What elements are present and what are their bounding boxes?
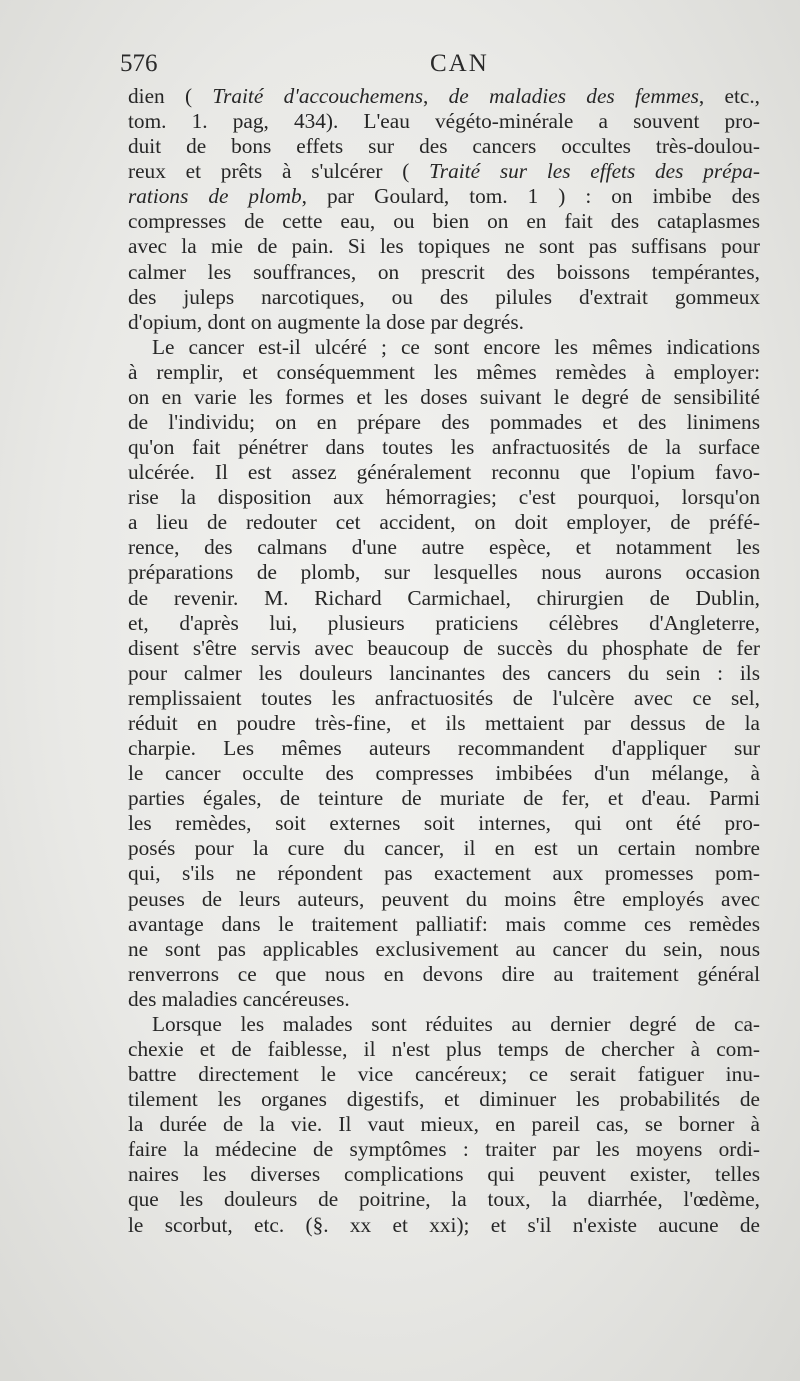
text-segment: ulcérée. Il est assez généralement reconnu que l'opium favo- — [128, 460, 760, 485]
text-line — [128, 1112, 760, 1137]
text-line — [128, 1213, 760, 1238]
text-segment: ne sont pas applicables exclusivement au cancer du sein, nous — [128, 936, 760, 961]
text-line — [128, 686, 760, 711]
text-line — [128, 811, 760, 836]
text-line — [128, 510, 760, 535]
text-line — [128, 485, 760, 510]
text-segment: que les douleurs de poitrine, la toux, la diarrhée, l'œdème, — [128, 1187, 760, 1212]
text-line — [128, 786, 760, 811]
text-segment: faire la médecine de symptômes : traiter par les moyens ordi- — [128, 1137, 760, 1162]
text-line — [128, 159, 760, 184]
text-line — [128, 335, 760, 360]
text-segment: rence, des calmans d'une autre espèce, et notamment les — [128, 535, 760, 560]
text-segment: posés pour la cure du cancer, il en est un certain nombre — [128, 836, 760, 861]
text-line — [128, 586, 760, 611]
text-line — [128, 937, 760, 962]
text-line — [128, 636, 760, 661]
text-line — [128, 761, 760, 786]
text-line — [128, 962, 760, 987]
text-line — [128, 184, 760, 209]
text-line — [128, 285, 760, 310]
text-segment: rise la disposition aux hémorragies; c'est pourquoi, lorsqu'on — [128, 485, 760, 510]
text-segment: , par Goulard, tom. 1 ) : on imbibe des — [301, 184, 760, 209]
text-line — [128, 385, 760, 410]
text-line — [128, 611, 760, 636]
text-segment: la durée de la vie. Il vaut mieux, en pareil cas, se borner à — [128, 1112, 760, 1137]
text-line — [128, 887, 760, 912]
text-segment: remplissaient toutes les anfractuosités de l'ulcère avec ce sel, — [128, 685, 760, 710]
page-number: 576 — [120, 50, 158, 77]
text-line — [128, 435, 760, 460]
italic-text-segment: Traité sur les effets des prépa- — [429, 159, 760, 184]
text-segment: reux et prêts à s'ulcérer ( — [128, 159, 430, 184]
text-segment: tom. 1. pag, 434). L'eau végéto-minérale a souvent pro- — [128, 109, 760, 134]
text-line — [128, 1162, 760, 1187]
text-segment: tilement les organes digestifs, et diminuer les probabilités de — [128, 1087, 760, 1112]
text-line — [128, 861, 760, 886]
text-segment: on en varie les formes et les doses suivant le degré de sensibilité — [128, 384, 760, 409]
text-line — [128, 209, 760, 234]
italic-text-segment: de maladies des femmes — [448, 84, 699, 108]
text-line — [128, 1012, 760, 1037]
text-line — [128, 310, 760, 335]
body-text — [128, 84, 760, 1238]
text-segment: charpie. Les mêmes auteurs recommandent d'appliquer sur — [128, 736, 760, 761]
italic-text-segment: rations de plomb — [128, 184, 302, 209]
text-segment: peuses de leurs auteurs, peuvent du moins être employés avec — [128, 886, 760, 911]
text-line — [128, 1037, 760, 1062]
text-segment: compresses de cette eau, ou bien on en fait des cataplasmes — [128, 209, 760, 234]
running-head: CAN — [430, 50, 489, 77]
text-line — [128, 1137, 760, 1162]
text-segment: disent s'être servis avec beaucoup de succès du phosphate de fer — [128, 635, 760, 660]
text-line — [128, 234, 760, 259]
text-line — [128, 1062, 760, 1087]
text-segment: Le cancer est-il ulcéré ; ce sont encore les mêmes indications — [152, 334, 760, 359]
text-segment: avantage dans le traitement palliatif: mais comme ces remèdes — [128, 911, 760, 936]
text-segment: des juleps narcotiques, ou des pilules d'extrait gommeux — [128, 284, 760, 309]
text-line — [128, 736, 760, 761]
text-segment: et, d'après lui, plusieurs praticiens célèbres d'Angleterre, — [128, 610, 760, 635]
text-segment: pour calmer les douleurs lancinantes des cancers du sein : ils — [128, 660, 760, 685]
text-line — [128, 661, 760, 686]
text-segment: renverrons ce que nous en devons dire au traitement général — [128, 961, 760, 986]
text-segment: parties égales, de teinture de muriate de fer, et d'eau. Parmi — [128, 786, 760, 811]
text-segment: les remèdes, soit externes soit internes, qui ont été pro- — [128, 811, 760, 836]
text-segment: calmer les souffrances, on prescrit des boissons tempérantes, — [128, 259, 760, 284]
text-line — [128, 560, 760, 585]
text-segment: , — [423, 84, 449, 108]
text-line — [128, 460, 760, 485]
text-segment: battre directement le vice cancéreux; ce serait fatiguer inu- — [128, 1062, 760, 1087]
text-segment: a lieu de redouter cet accident, on doit employer, de préfé- — [128, 510, 760, 535]
text-segment: chexie et de faiblesse, il n'est plus temps de chercher à com- — [128, 1036, 760, 1061]
text-segment: dien ( — [128, 84, 213, 108]
text-segment: duit de bons effets sur des cancers occultes très-doulou- — [128, 134, 760, 159]
text-line — [128, 535, 760, 560]
text-segment: le scorbut, etc. (§. xx et xxi); et s'il n'existe aucune de — [128, 1212, 760, 1237]
text-line — [128, 912, 760, 937]
text-line — [128, 109, 760, 134]
text-line — [128, 360, 760, 385]
text-segment: le cancer occulte des compresses imbibées d'un mélange, à — [128, 761, 760, 786]
text-line — [128, 134, 760, 159]
text-line — [128, 711, 760, 736]
text-segment: , etc., — [698, 84, 761, 108]
italic-text-segment: Traité d'accouchemens — [212, 84, 423, 108]
text-line — [128, 987, 760, 1012]
text-segment: Lorsque les malades sont réduites au dernier degré de ca- — [152, 1011, 760, 1036]
text-segment: réduit en poudre très-fine, et ils mettaient par dessus de la — [128, 710, 760, 735]
text-segment: de l'individu; on en prépare des pommades et des linimens — [128, 410, 760, 435]
text-line — [128, 410, 760, 435]
text-segment: naires les diverses complications qui peuvent exister, telles — [128, 1162, 760, 1187]
text-segment: qu'on fait pénétrer dans toutes les anfractuosités de la surface — [128, 435, 760, 460]
text-segment: avec la mie de pain. Si les topiques ne sont pas suffisans pour — [128, 234, 760, 259]
text-segment: des maladies cancéreuses. — [128, 986, 350, 1011]
text-line — [128, 260, 760, 285]
text-line — [128, 1187, 760, 1212]
text-segment: de revenir. M. Richard Carmichael, chirurgien de Dublin, — [128, 585, 760, 610]
text-line — [128, 836, 760, 861]
text-segment: qui, s'ils ne répondent pas exactement aux promesses pom- — [128, 861, 760, 886]
text-segment: à remplir, et conséquemment les mêmes remèdes à employer: — [128, 359, 760, 384]
text-line — [128, 1087, 760, 1112]
text-line — [128, 84, 760, 109]
text-segment: préparations de plomb, sur lesquelles nous aurons occasion — [128, 560, 760, 585]
text-segment: d'opium, dont on augmente la dose par degrés. — [128, 309, 524, 334]
